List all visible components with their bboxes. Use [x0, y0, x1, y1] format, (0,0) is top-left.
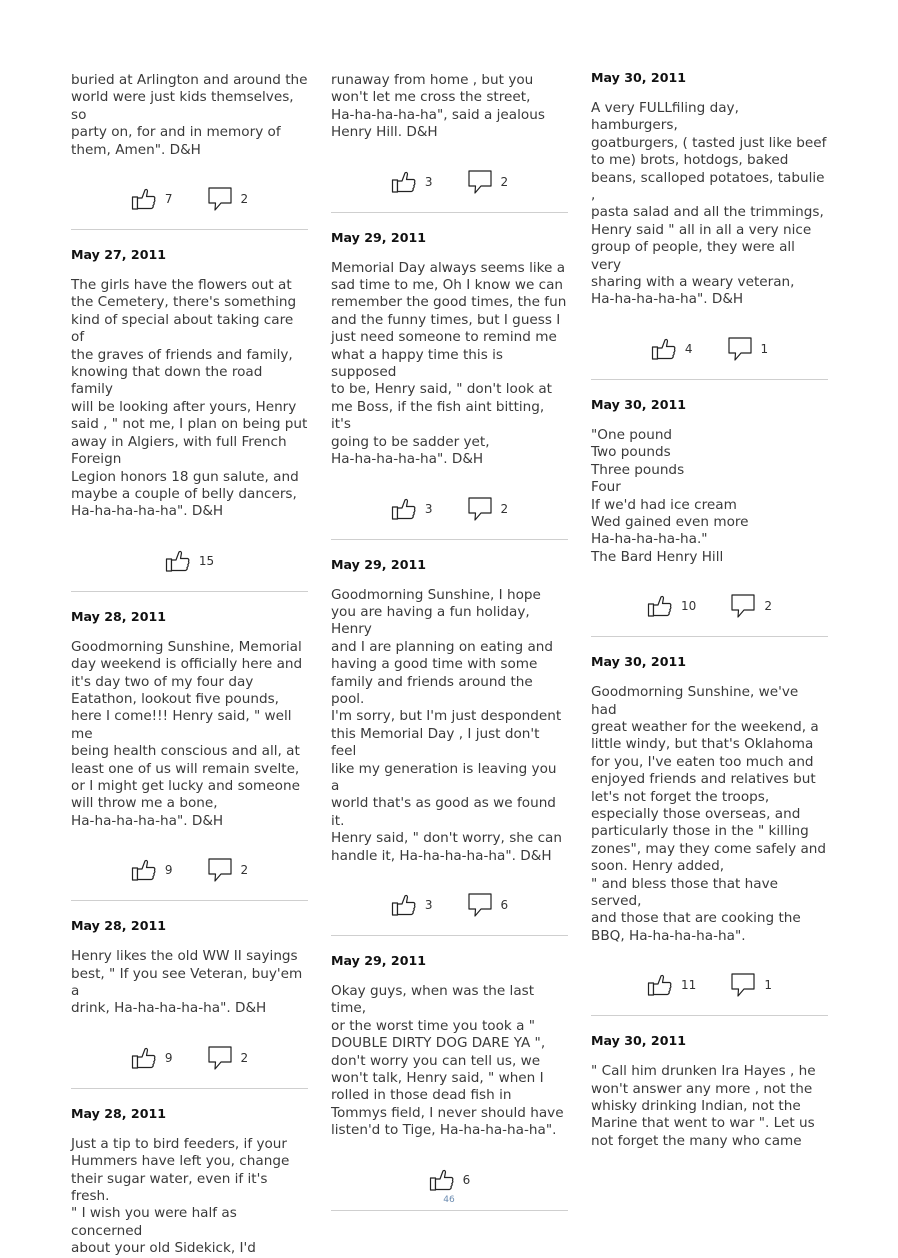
divider	[71, 229, 308, 230]
thumbs-up-icon	[131, 1046, 157, 1070]
thumbs-up-icon	[165, 549, 191, 573]
post-actions	[71, 850, 308, 890]
comment-count: 2	[500, 174, 509, 189]
divider	[591, 1015, 828, 1016]
post	[591, 70, 828, 380]
thumbs-up-icon	[429, 1168, 455, 1192]
comment-button[interactable]	[207, 1045, 249, 1071]
post-actions	[331, 1160, 568, 1200]
comment-count: 2	[764, 599, 772, 614]
post-text: buried at Arlington and around the world were just kids themselves, so party on, for and in memory of them, Amen". D&H	[71, 72, 308, 158]
post-actions	[331, 162, 568, 202]
post	[71, 609, 308, 901]
comment-button[interactable]	[467, 169, 509, 195]
post-text: " Call him drunken Ira Hayes , he won't answer any more , not the whisky drinking Indian, not the Marine that went to war ". Let us not forget the many who came	[591, 1063, 816, 1149]
comment-button[interactable]	[207, 857, 249, 883]
post-actions	[71, 1038, 308, 1078]
post-text: Memorial Day always seems like a sad time to me, Oh I know we can remember the good times, the fun and the funny times, but I guess I just need someone to remind me what a happy time this is supposed to be, Henry said, " don't look at me Boss, if the fish aint bitting, it's going to be sadder yet, Ha-ha-ha-ha-ha". D&H	[331, 259, 567, 468]
post-text: Goodmorning Sunshine, I hope you are having a fun holiday, Henry and I are planning on eating and having a good time with some family and friends around the pool. I'm sorry, but I'm just despondent this Memorial Day , I just don't feel like my generation is leaving you a world that's as good as we found it. Henry said, " don't worry, she can handle it, Ha-ha-ha-ha-ha". D&H	[331, 586, 563, 864]
like-count: 4	[684, 341, 693, 356]
post-date: May 30, 2011	[591, 70, 686, 85]
post-date: May 30, 2011	[591, 1033, 686, 1049]
comment-bubble-icon	[467, 496, 493, 522]
thumbs-up-icon	[131, 187, 157, 211]
post	[331, 557, 568, 937]
like-button[interactable]	[391, 893, 433, 917]
comment-count: 2	[240, 863, 249, 878]
thumbs-up-icon	[131, 858, 157, 882]
thumbs-up-icon	[651, 337, 677, 361]
post-date: May 29, 2011	[331, 556, 426, 572]
post-text: "One pound Two pounds Three pounds Four If we'd had ice cream Wed gained even more Ha-ha-ha-ha-ha." The Bard Henry Hill	[591, 426, 749, 565]
comment-count: 2	[240, 1050, 249, 1065]
like-count: 7	[164, 192, 173, 207]
post-text: The girls have the flowers out at the Cemetery, there's something kind of special about taking care of the graves of friends and family, knowing that down the road family will be looking after yours, Henry said , " not me, I plan on being put away in Algiers, with full French Foreign Legion honors 18 gun salute, and maybe a couple of belly dancers, Ha-ha-ha-ha-ha". D&H	[71, 277, 308, 520]
post-date: May 28, 2011	[71, 918, 166, 934]
divider	[71, 1088, 308, 1089]
like-count: 3	[424, 898, 433, 912]
comment-button[interactable]	[727, 336, 769, 362]
post-actions	[71, 541, 308, 581]
comment-button[interactable]	[730, 593, 772, 619]
post-text: Goodmorning Sunshine, Memorial day weekend is officially here and it's day two of my four day Eatathon, lookout five pounds, here I come!!! Henry said, " well me being health conscious and all, at least one of us will remain svelte, or I might get lucky and someone will throw me a bone, Ha-ha-ha-ha-ha". D&H	[71, 638, 303, 829]
comment-button[interactable]	[207, 186, 249, 212]
post-date: May 28, 2011	[71, 608, 166, 624]
thumbs-up-icon	[391, 893, 417, 917]
comment-button[interactable]	[467, 892, 509, 918]
like-button[interactable]	[131, 1046, 173, 1070]
like-count: 6	[462, 1172, 471, 1187]
divider	[71, 591, 308, 592]
like-button[interactable]	[647, 594, 696, 618]
post	[71, 247, 308, 592]
like-button[interactable]	[647, 973, 696, 997]
like-count: 9	[164, 1050, 173, 1065]
thumbs-up-icon	[391, 170, 417, 194]
post-actions	[591, 586, 828, 626]
like-count: 10	[681, 599, 697, 614]
column-right	[591, 62, 828, 1150]
thumbs-up-icon	[391, 497, 417, 521]
like-button[interactable]	[131, 187, 173, 211]
post-actions	[71, 179, 308, 219]
comment-count: 1	[764, 978, 772, 993]
thumbs-up-icon	[647, 973, 673, 997]
post-text: A very FULLfiling day, hamburgers, goatburgers, ( tasted just like beef to me) brots, hotdogs, baked beans, scalloped potatoes, tabulie , pasta salad and all the trimmings, Henry said " all in all a very nice group of people, they were all very sharing with a weary veteran, Ha-ha-ha-ha-ha". D&H	[591, 100, 827, 308]
divider	[591, 636, 828, 637]
post	[591, 397, 828, 637]
like-count: 3	[424, 174, 433, 189]
post-text: Okay guys, when was the last time, or the worst time you took a " DOUBLE DIRTY DOG DARE YA ", don't worry you can tell us, we won't talk, Henry said, " when I rolled in those dead fish in Tommys field, I never should have listen'd to Tige, Ha-ha-ha-ha-ha".	[331, 983, 564, 1139]
post-date: May 28, 2011	[71, 1105, 166, 1121]
post-date: May 29, 2011	[331, 229, 426, 245]
post	[331, 230, 568, 540]
divider	[591, 379, 828, 380]
post-text: Goodmorning Sunshine, we've had great weather for the weekend, a little windy, but that's Oklahoma for you, I've eaten too much and enjoyed friends and relatives but let's not forget the troops, especially those overseas, and particularly those in the " killing zones", may they come safely and soon. Henry added, " and bless those that have served, and those that are cooking the BBQ, Ha-ha-ha-ha-ha".	[591, 684, 827, 944]
post	[71, 1106, 308, 1258]
post-actions	[331, 489, 568, 529]
thumbs-up-icon	[647, 594, 673, 618]
post-date: May 27, 2011	[71, 247, 166, 263]
post	[71, 918, 308, 1089]
like-button[interactable]	[391, 170, 433, 194]
comment-bubble-icon	[730, 972, 756, 998]
divider	[71, 900, 308, 901]
divider	[331, 935, 568, 936]
comment-button[interactable]	[730, 972, 772, 998]
comment-count: 1	[760, 341, 769, 356]
post-text: Henry likes the old WW II sayings best, " If you see Veteran, buy'em a drink, Ha-ha-ha-ha-ha". D&H	[71, 948, 303, 1017]
post	[591, 654, 828, 1016]
comment-count: 2	[240, 192, 249, 207]
divider	[331, 1210, 568, 1211]
comment-bubble-icon	[727, 336, 753, 362]
post-text: runaway from home , but you won't let me cross the street, Ha-ha-ha-ha-ha", said a jealous Henry Hill. D&H	[331, 72, 545, 141]
comment-count: 2	[500, 501, 509, 516]
like-button[interactable]	[165, 549, 214, 573]
like-button[interactable]	[651, 337, 693, 361]
post-date: May 29, 2011	[331, 953, 426, 968]
post-actions	[591, 329, 828, 369]
post-continued	[71, 72, 308, 230]
like-count: 9	[164, 863, 173, 878]
like-button[interactable]	[429, 1168, 471, 1192]
divider	[331, 539, 568, 540]
post-date: May 30, 2011	[591, 654, 686, 670]
comment-bubble-icon	[207, 1045, 233, 1071]
post-actions	[331, 885, 568, 925]
post-text: Just a tip to bird feeders, if your Hummers have left you, change their sugar water, even if it's fresh. " I wish you were half as concerned about your old Sidekick, I'd	[71, 1135, 290, 1257]
page-number: 46	[443, 1195, 455, 1205]
comment-bubble-icon	[467, 892, 493, 918]
post-date: May 30, 2011	[591, 396, 686, 412]
column-left	[71, 62, 308, 1258]
comment-button[interactable]	[467, 496, 509, 522]
like-count: 11	[681, 978, 697, 993]
divider	[331, 212, 568, 213]
like-count: 3	[424, 501, 433, 516]
like-button[interactable]	[131, 858, 173, 882]
like-count: 15	[198, 553, 215, 568]
column-middle	[331, 62, 568, 1211]
like-button[interactable]	[391, 497, 433, 521]
comment-bubble-icon	[207, 857, 233, 883]
comment-bubble-icon	[730, 593, 756, 619]
comment-bubble-icon	[207, 186, 233, 212]
post	[331, 953, 568, 1211]
comment-count: 6	[500, 898, 509, 912]
post-continued	[331, 72, 568, 213]
post-actions	[591, 965, 828, 1005]
post	[591, 1033, 828, 1150]
comment-bubble-icon	[467, 169, 493, 195]
